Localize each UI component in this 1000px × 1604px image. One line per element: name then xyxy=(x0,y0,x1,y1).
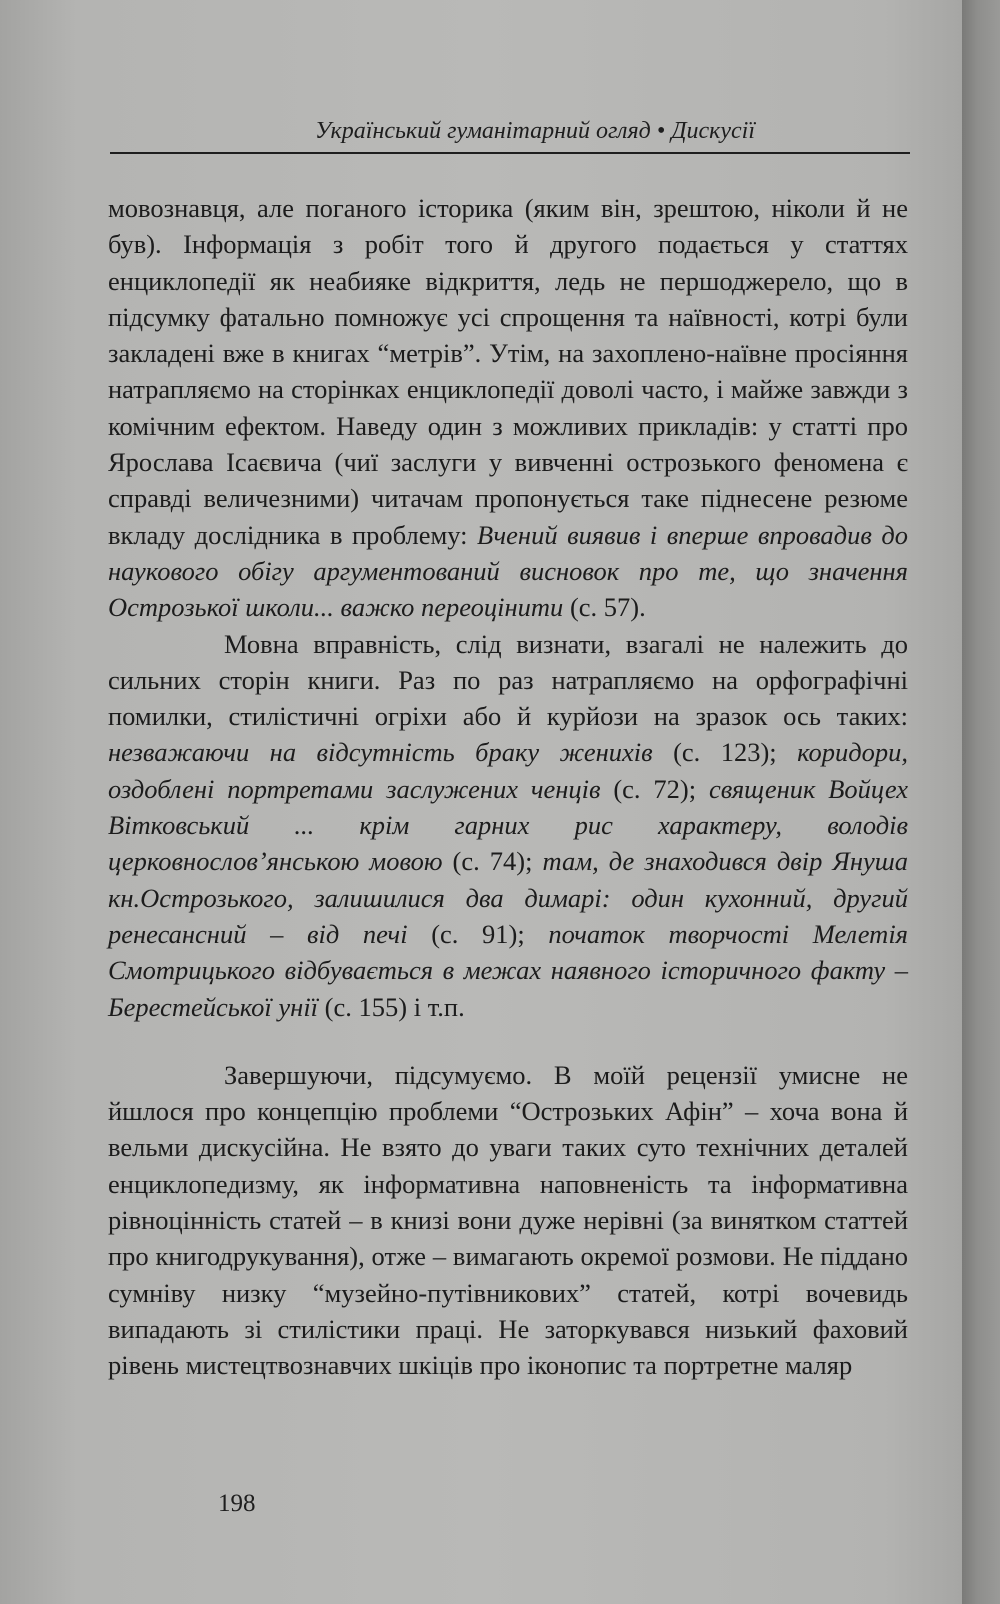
italic-quote: незважаючи на відсутність браку женихів xyxy=(108,737,653,768)
text-run: (с. 57). xyxy=(563,592,646,623)
paragraph xyxy=(108,190,908,626)
text-run: (с. 155) і т.п. xyxy=(318,991,465,1022)
italic-quote: коридори, оздоблені портретами заслужених ченців xyxy=(108,737,908,804)
text-run: (с. 74); xyxy=(442,846,543,877)
text-run: (с. 123); xyxy=(652,737,798,768)
book-gutter xyxy=(962,0,1000,1604)
text-run: мовознавця, але поганого історика (яким він, зрештою, ніколи й не був). Інформація з робіт того й другого подається у статтях енциклопедії як неабияке відкриття, ледь не першоджерело, що в підсумку фатально помножує усі спрощення та наївності, котрі були закладені вже в книгах “метрів”. Утім, на захоплено-наївне просіяння натрапляємо на сторінках енциклопедії доволі часто, і майже завжди з комічним ефектом. Наведу один з можливих прикладів: у статті про Ярослава Ісаєвича (чиї заслуги у вивченні острозького феномена є справді величезними) читачам пропонується таке піднесене резюме вкладу дослідника в проблему: xyxy=(108,193,908,550)
italic-quote: священик Войцех Вітковський ... крім гарних рис характеру, володів церковнослов’янською мовою xyxy=(108,773,909,877)
running-title: Український гуманітарний огляд • Дискусії xyxy=(315,118,755,144)
paragraph xyxy=(108,626,908,1025)
text-run: Завершуючи, підсумуємо. В моїй рецензії умисне не йшлося про концепцію проблеми “Острозьких Афін” – хоча вона й вельми дискусійна. Не взято до уваги таких суто технічних деталей енциклопедизму, як інформативна наповненість та інформативна рівноцінність статей – в книзі вони дуже нерівні (за винятком статтей про книгодрукування), отже – вимагають окремої розмови. Не піддано сумніву низку “музейно-путівникових” статей, котрі вочевидь випадають зі стилістики праці. Не заторкувався низький фаховий рівень мистецтвознавчих шкіців про іконопис та портретне маляр xyxy=(108,1059,908,1381)
italic-quote: там, де знаходився двір Януша кн.Острозького, залишилися два димарі: один кухонний, другий ренесансний – від печі xyxy=(108,846,908,949)
text-run: Мовна вправність, слід визнати, взагалі не належить до сильних сторін книги. Раз по раз натрапляємо на орфографічні помилки, стилістичні огріхи або й курйози на зразок ось таких: xyxy=(108,628,908,732)
italic-quote: початок творчості Мелетія Смотрицького відбувається в межах наявного історичного факту – Берестейської унії xyxy=(108,918,909,1022)
text-run: (с. 91); xyxy=(407,918,549,949)
italic-quote: Вчений виявив і вперше впровадив до наукового обігу аргументований висновок про те, що значення Острозької школи... важко переоцінити xyxy=(108,519,908,623)
body-text xyxy=(108,190,908,1384)
text-run: (с. 72); xyxy=(600,773,709,804)
paragraph xyxy=(108,1057,908,1384)
running-header xyxy=(110,112,910,154)
page-number: 198 xyxy=(218,1490,256,1517)
